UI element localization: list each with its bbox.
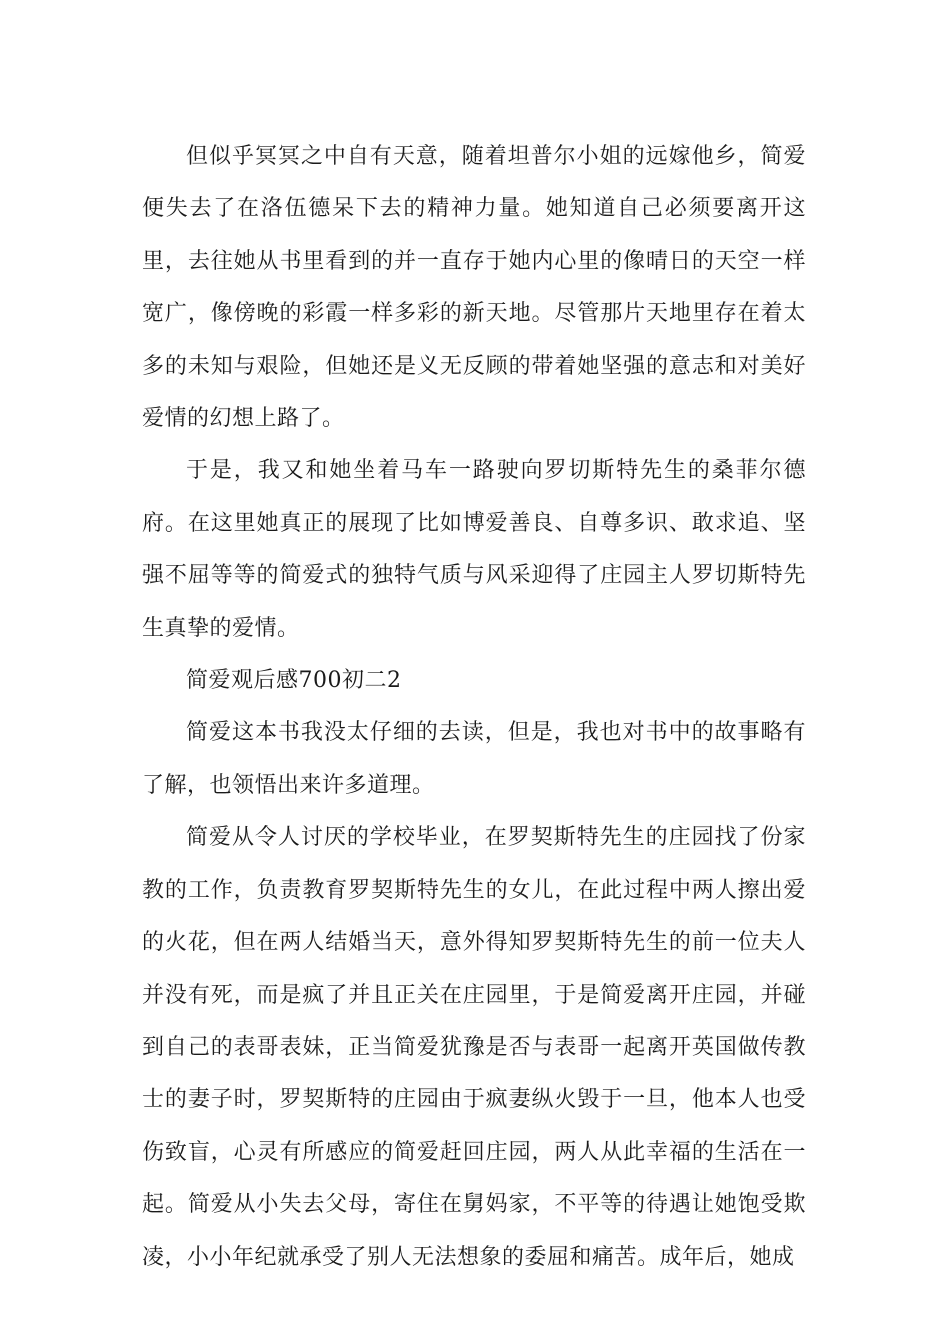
paragraph-thornfield: 于是，我又和她坐着马车一路驶向罗切斯特先生的桑菲尔德府。在这里她真正的展现了比如博爱善良、自尊多识、敢求追、坚强不屈等等的简爱式的独特气质与风采迎得了庄园主人罗切斯特先生真挚的爱情。 xyxy=(142,458,806,641)
paragraph-summary: 简爱从令人讨厌的学校毕业，在罗契斯特先生的庄园找了份家教的工作，负责教育罗契斯特先生的女儿，在此过程中两人擦出爱的火花，但在两人结婚当天，意外得知罗契斯特先生的前一位夫人并没有死，而是疯了并且正关在庄园里，于是简爱离开庄园，并碰到自己的表哥表妹，正当简爱犹豫是否与表哥一起离开英国做传教士的妻子时，罗契斯特的庄园由于疯妻纵火毁于一旦，他本人也受伤致盲，心灵有所感应的简爱赶回庄园，两人从此幸福的生活在一起。简爱从小失去父母，寄住在舅妈家，不平等的待遇让她饱受欺凌，小小年纪就承受了别人无法想象的委屈和痛苦。成年后，她成 xyxy=(142,825,806,1270)
document-body xyxy=(142,131,806,1284)
paragraph-intro: 简爱这本书我没太仔细的去读，但是，我也对书中的故事略有了解，也领悟出来许多道理。 xyxy=(142,720,806,798)
paragraph-departure: 但似乎冥冥之中自有天意，随着坦普尔小姐的远嫁他乡，简爱便失去了在洛伍德呆下去的精神力量。她知道自己必须要离开这里，去往她从书里看到的并一直存于她内心里的像晴日的天空一样宽广，像傍晚的彩霞一样多彩的新天地。尽管那片天地里存在着太多的未知与艰险，但她还是义无反顾的带着她坚强的意志和对美好爱情的幻想上路了。 xyxy=(142,144,806,432)
section-heading: 简爱观后感700初二2 xyxy=(186,668,402,694)
